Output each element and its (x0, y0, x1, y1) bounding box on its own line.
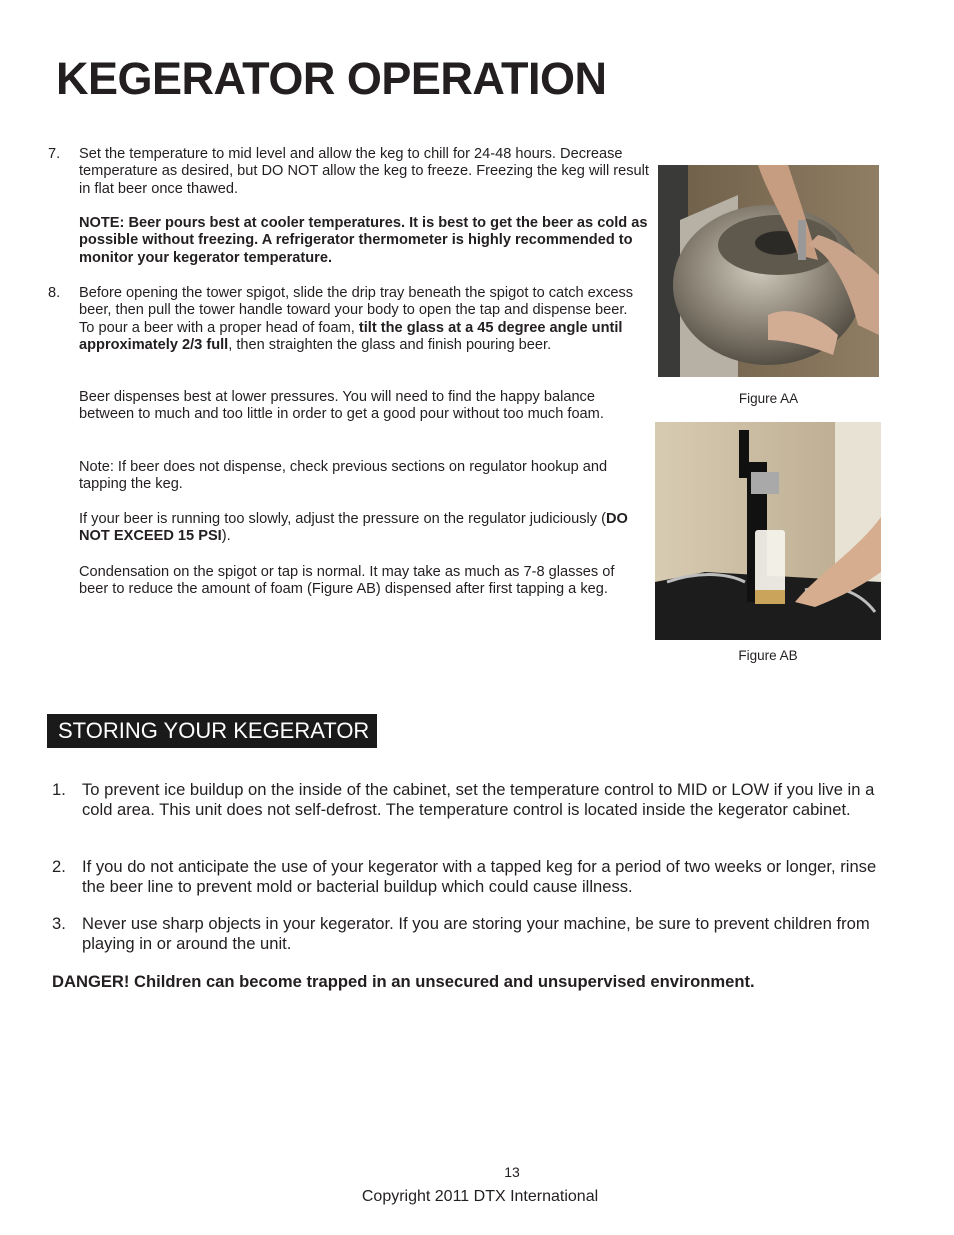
danger-warning: DANGER! Children can become trapped in an unsecured and unsupervised environment. (52, 972, 755, 991)
list-number: 1. (52, 780, 66, 799)
item-8-text (79, 285, 639, 355)
keg-photo-illustration (658, 165, 879, 377)
text-run: If your beer is running too slowly, adjust the pressure on the regulator judiciously ( (79, 511, 606, 527)
figure-ab-caption: Figure AB (738, 648, 798, 663)
item-8-slow-text (79, 511, 649, 546)
section-header: STORING YOUR KEGERATOR (47, 714, 377, 748)
figure-ab-photo (655, 422, 881, 640)
item-8-note-text: Note: If beer does not dispense, check previous sections on regulator hookup and tapping the keg. (79, 459, 608, 493)
figure-aa-photo (658, 165, 879, 377)
emphasis-text: tilt the glass at a 45 degree angle until approximately 2/3 full (79, 319, 623, 354)
figure-aa-caption: Figure AA (738, 391, 799, 406)
item-7-note: NOTE: Beer pours best at cooler temperatures. It is best to get the beer as cold as possible without freezing. A refrigerator thermometer is highly recommended to monitor your kegerator temperature. (79, 215, 648, 266)
warning-text: DO NOT EXCEED 15 PSI (79, 511, 628, 545)
tap-photo-illustration (655, 422, 881, 640)
item-7-text: Set the temperature to mid level and allow the keg to chill for 24-48 hours. Decrease temperature as desired, but DO NOT allow the keg to freeze. Freezing the keg will result in flat beer once thawed. (79, 146, 649, 197)
copyright: Copyright 2011 DTX International (361, 1188, 599, 1205)
text-run: , then straighten the glass and finish pouring beer. (228, 337, 552, 354)
storing-item-text: Never use sharp objects in your kegerator. If you are storing your machine, be sure to prevent children from playing in or around the unit. (82, 914, 870, 953)
item-8-condensation-text: Condensation on the spigot or tap is normal. It may take as much as 7-8 glasses of beer to reduce the amount of foam (Figure AB) dispensed after first tapping a keg. (79, 564, 615, 598)
page-title: KEGERATOR OPERATION (56, 53, 607, 104)
item-8-pressure-text: Beer dispenses best at lower pressures. You will need to find the happy balance between to much and too little in order to get a good pour without too much foam. (79, 389, 604, 423)
list-number: 8. (48, 285, 61, 301)
text-run: Before opening the tower spigot, slide the drip tray beneath the spigot to catch excess beer, then pull the tower handle toward your body to open the tap and dispense beer. To pour a beer with a proper head of foam, (79, 285, 634, 336)
page-number: 13 (504, 1164, 520, 1180)
list-number: 3. (52, 914, 66, 933)
storing-item-text: To prevent ice buildup on the inside of the cabinet, set the temperature control to MID or LOW if you live in a cold area. This unit does not self-defrost. The temperature control is located inside the kegerator cabinet. (82, 780, 875, 819)
list-number: 7. (48, 146, 61, 162)
list-number: 2. (52, 857, 66, 876)
text-run: ). (221, 528, 231, 545)
storing-item-text: If you do not anticipate the use of your kegerator with a tapped keg for a period of two weeks or longer, rinse the beer line to prevent mold or bacterial buildup which could cause illness. (82, 857, 877, 896)
